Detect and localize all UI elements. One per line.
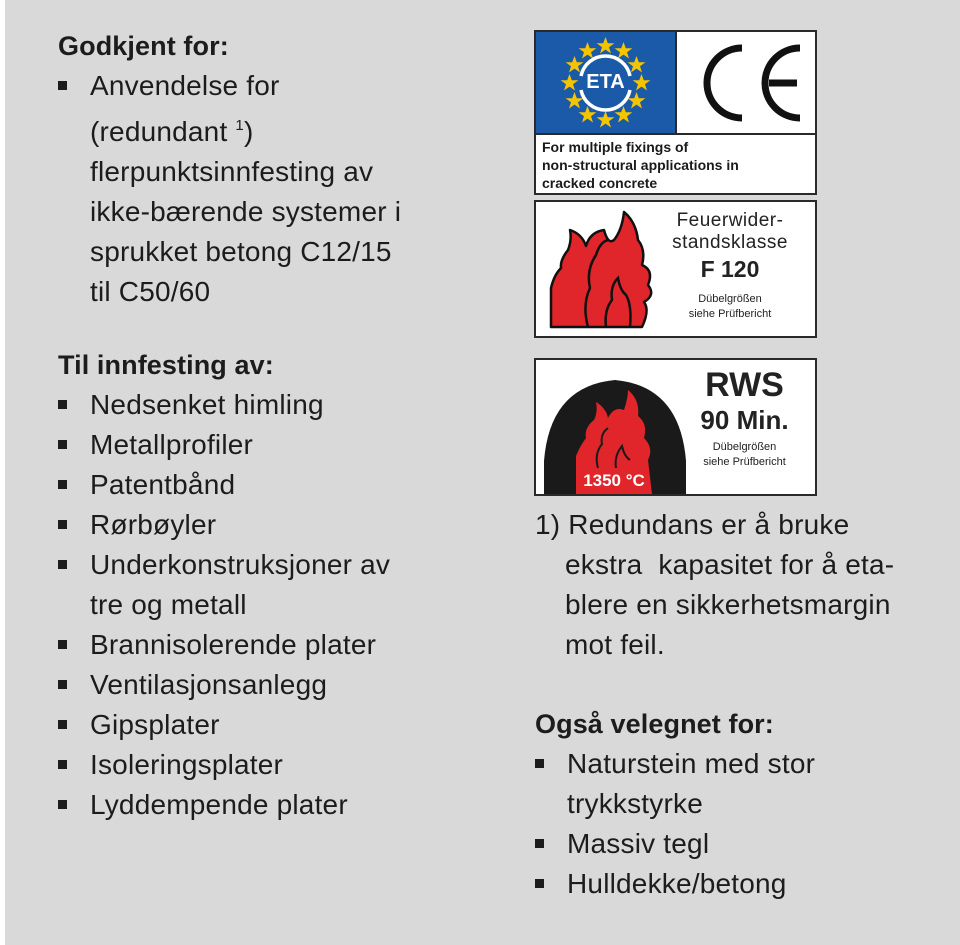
square-bullet-icon	[58, 480, 67, 489]
ce-mark-icon	[679, 32, 815, 133]
list-item: Naturstein med stor trykkstyrke	[535, 744, 815, 824]
list-item: Lyddempende plater	[58, 785, 390, 825]
eta-eu-flag-icon	[536, 32, 677, 133]
fastening-heading: Til innfesting av:	[58, 350, 274, 380]
square-bullet-icon	[58, 81, 67, 90]
square-bullet-icon	[58, 640, 67, 649]
list-item: Underkonstruksjoner av tre og metall	[58, 545, 390, 625]
footnote-reference: 1	[235, 117, 244, 134]
document-page	[5, 0, 960, 945]
also-suitable-heading: Også velegnet for:	[535, 709, 774, 739]
square-bullet-icon	[535, 759, 544, 768]
square-bullet-icon	[535, 839, 544, 848]
square-bullet-icon	[58, 560, 67, 569]
square-bullet-icon	[58, 760, 67, 769]
flame-icon	[546, 210, 656, 330]
list-item: Patentbånd	[58, 465, 390, 505]
approved-for-list	[58, 66, 401, 312]
rws-duration: 90 Min.	[700, 405, 789, 435]
fire-class: F 120	[700, 256, 760, 282]
square-bullet-icon	[58, 440, 67, 449]
fire-resistance-badge: Feuerwider- standsklasse F 120 Dübelgrößen siehe Prüfbericht	[534, 200, 817, 338]
square-bullet-icon	[535, 879, 544, 888]
rws-title: RWS	[705, 366, 784, 404]
fastening-list	[58, 385, 390, 825]
square-bullet-icon	[58, 720, 67, 729]
approved-for-heading: Godkjent for:	[58, 31, 229, 61]
list-item: Brannisolerende plater	[58, 625, 390, 665]
square-bullet-icon	[58, 400, 67, 409]
list-item: Isoleringsplater	[58, 745, 390, 785]
list-item: Metallprofiler	[58, 425, 390, 465]
list-item: Ventilasjonsanlegg	[58, 665, 390, 705]
temperature-label: 1350 °C	[583, 471, 645, 490]
eta-ce-badge	[534, 30, 817, 195]
list-item: Hulldekke/betong	[535, 864, 815, 904]
rws-badge: 1350 °C RWS 90 Min. Dübelgrößen siehe Prüfbericht	[534, 358, 817, 496]
list-item: Nedsenket himling	[58, 385, 390, 425]
square-bullet-icon	[58, 680, 67, 689]
list-item: Gipsplater	[58, 705, 390, 745]
list-item: Rørbøyler	[58, 505, 390, 545]
square-bullet-icon	[58, 800, 67, 809]
footnote: 1) Redundans er å bruke ekstra kapasitet for å eta- blere en sikkerhetsmargin mot feil.	[535, 509, 895, 660]
square-bullet-icon	[58, 520, 67, 529]
list-item: Massiv tegl	[535, 824, 815, 864]
eta-caption: For multiple fixings of non-structural applications in cracked concrete	[542, 139, 739, 191]
also-suitable-list	[535, 744, 815, 904]
list-item: Anvendelse for (redundant $^1$) flerpunktsinnfesting av ikke-bærende systemer i sprukket betong C12/15 til C50/60	[58, 66, 401, 312]
eta-label: ETA	[586, 71, 625, 93]
